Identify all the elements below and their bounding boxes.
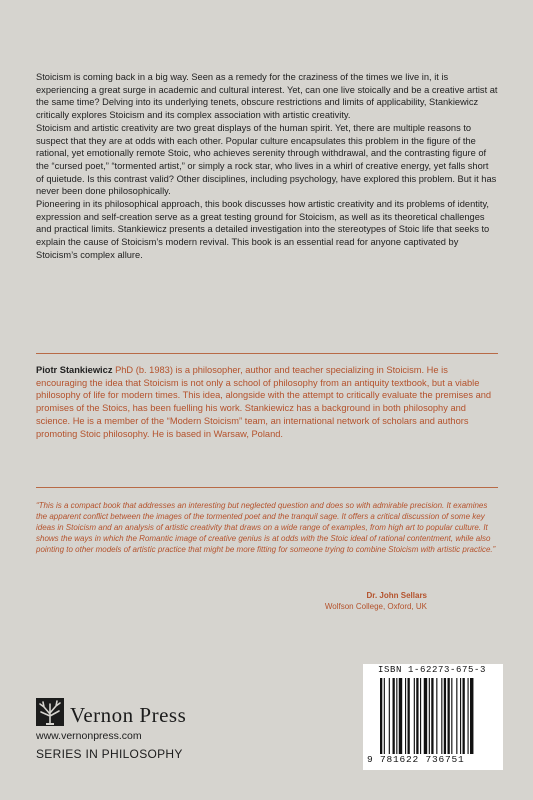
barcode (380, 678, 498, 754)
ean-number: 9 781622 736751 (367, 754, 465, 765)
author-bio (36, 364, 498, 440)
divider (36, 353, 498, 354)
publisher-name: Vernon Press (70, 703, 187, 727)
blurb-paragraph: Pioneering in its philosophical approach, this book discusses how artistic creativity and its problems of identity, expression and self-creation serve as a great testing ground for Stoicism, as well as its theoretical challenges and practical limits. Stankiewicz presents a detailed investigation into the stereotypes of Stoic life that seeks to explain the cause of Stoicism’s modern revival. This book is an essential read for anyone captivated by Stoicism’s complex allure. (36, 199, 490, 260)
isbn-label: ISBN 1-62273-675-3 (378, 665, 487, 675)
series-name: SERIES IN PHILOSOPHY (36, 747, 183, 761)
book-blurb (36, 71, 498, 262)
endorser-name: Dr. John Sellars (366, 591, 427, 600)
author-name: Piotr Stankiewicz (36, 365, 113, 375)
endorsement-signature (325, 590, 427, 612)
publisher-website: www.vernonpress.com (36, 730, 142, 742)
endorser-affiliation: Wolfson College, Oxford, UK (324, 602, 427, 611)
blurb-paragraph: Stoicism and artistic creativity are two great displays of the human spirit. Yet, there are multiple reasons to suspect that they are at odds with each other. Popular culture encapsulates this problem in the figure of the rational, yet emotionally remote Stoic, who achieves serenity through withdrawal, and the contrasting figure of the “cursed poet,” “tormented artist,” or simply a rock star, who lives in a whirl of creative energy, yet falls short of quietude. Is this contrast valid? Other disciplines, including psychology, have explored this problem. But it has never been done philosophically. (36, 122, 497, 197)
tree-logo-icon (36, 698, 64, 726)
divider (36, 487, 498, 488)
blurb-paragraph: Stoicism is coming back in a big way. Seen as a remedy for the craziness of the times we live in, it is experiencing a great surge in academic and cultural interest. Yet, can one live stoically and be a creative artist at the same time? Delving into its underlying tenets, obscure restrictions and limits of applicability, Stankiewicz critically explores Stoicism and its complex association with artistic creativity. (36, 72, 498, 121)
endorsement-quote: “This is a compact book that addresses an interesting but neglected question and does so with admirable precision. It examines the apparent conflict between the images of the tormented poet and the tranquil sage. It offers a critical discussion of some key ideas in Stoicism and an analysis of artistic creativity that draws on a wide range of examples, from high art to popular culture. It shows the ways in which the Romantic image of creative genius is at odds with the Stoic ideal of rational contentment, while also pointing to other models of artistic practice that might be more fitting for someone trying to combine Stoicism with artistic practice.” (36, 501, 496, 554)
author-bio-text: PhD (b. 1983) is a philosopher, author and teacher specializing in Stoicism. He is encouraging the idea that Stoicism is not only a school of philosophy from an antiquity textbook, but a viable philosophy of life for modern times. This idea, alongside with the attempt to critically evaluate the premises and promises of the Stoics, has been fuelling his work. Stankiewicz has a background in both philosophy and science. He is a member of the “Modern Stoicism” team, an international network of scholars and authors promoting Stoic philosophy. He is based in Warsaw, Poland. (36, 365, 492, 439)
